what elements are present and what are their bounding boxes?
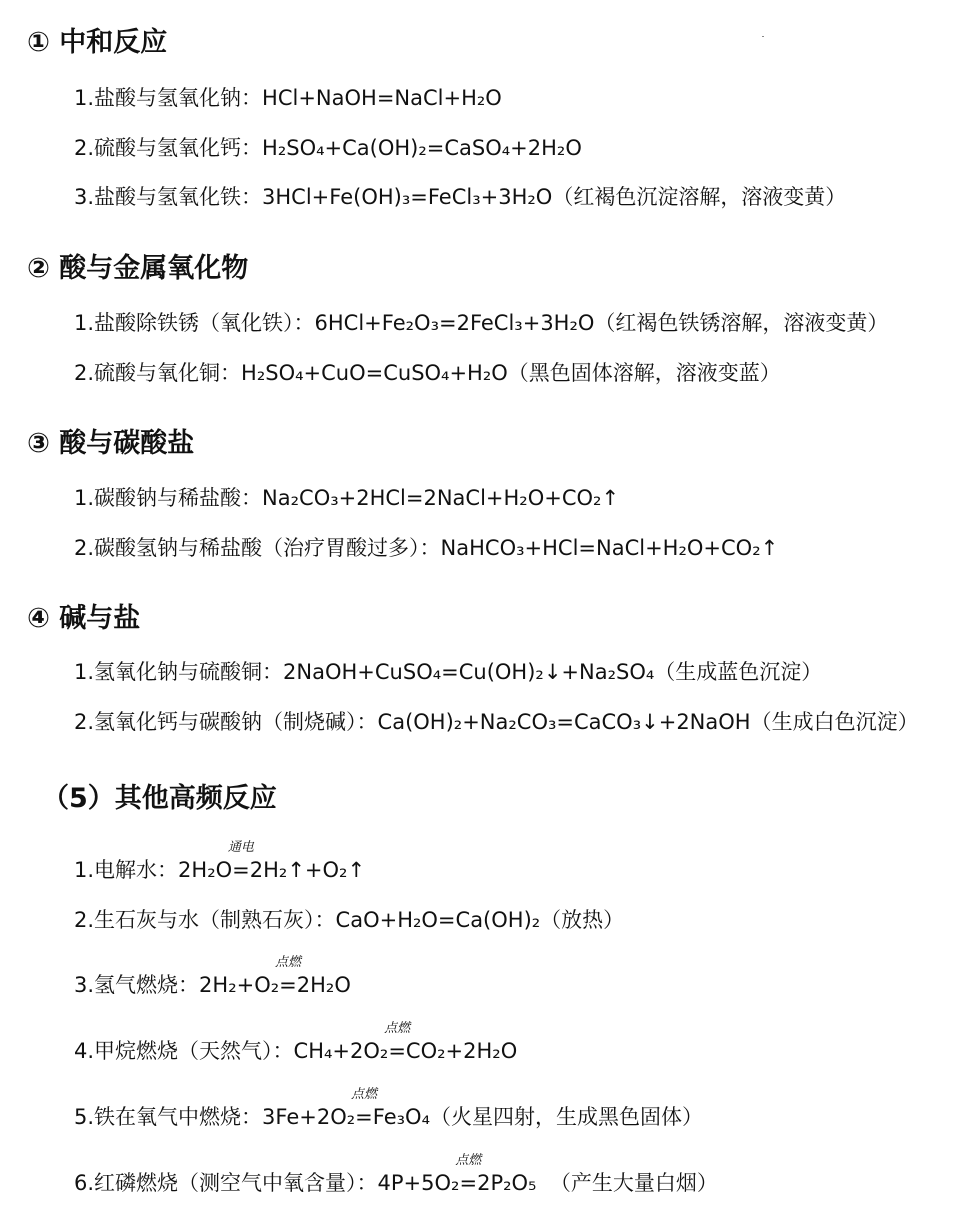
reaction-line: 2.氢氧化钙与碳酸钠（制烧碱）：Ca(OH)₂+Na₂CO₃=CaCO₃↓+2NaOH（生成白色沉淀） (74, 710, 919, 734)
section-heading-acid-metal-oxide: ② 酸与金属氧化物 (27, 253, 249, 284)
reaction-line: 2.碳酸氢钠与稀盐酸（治疗胃酸过多）：NaHCO₃+HCl=NaCl+H₂O+CO₂↑ (74, 536, 779, 560)
reaction-text: 6.红磷燃烧（测空气中氧含量）：4P+5O₂ (74, 1171, 460, 1195)
reaction-condition: 点燃 (455, 1153, 482, 1168)
reaction-products: 2H₂↑+O₂↑ (249, 858, 366, 882)
reaction-line: 1.碳酸钠与稀盐酸：Na₂CO₃+2HCl=2NaCl+H₂O+CO₂↑ (74, 486, 620, 510)
conditional-equals (384, 1021, 411, 1063)
conditional-equals (350, 1087, 377, 1129)
reaction-condition: 点燃 (384, 1021, 411, 1036)
section-heading-base-salt: ④ 碱与盐 (27, 603, 141, 634)
section-heading-neutralization: ① 中和反应 (27, 27, 168, 58)
reaction-condition: 点燃 (350, 1087, 377, 1102)
reaction-products: 2P₂O₅ （产生大量白烟） (477, 1171, 718, 1195)
section-heading-other: （5）其他高频反应 (42, 783, 277, 814)
reaction-products: 2H₂O (296, 973, 351, 997)
reaction-line: 2.生石灰与水（制熟石灰）：CaO+H₂O=Ca(OH)₂（放热） (74, 908, 625, 932)
equals-sign: = (459, 1171, 478, 1195)
equals-sign: = (355, 1105, 373, 1129)
reaction-methane-combustion (74, 1021, 518, 1063)
reaction-products: Fe₃O₄（火星四射，生成黑色固体） (372, 1105, 703, 1129)
reaction-line: 1.氢氧化钠与硫酸铜：2NaOH+CuSO₄=Cu(OH)₂↓+Na₂SO₄（生成蓝色沉淀） (74, 660, 823, 684)
reaction-line: 1.盐酸与氢氧化钠：HCl+NaOH=NaCl+H₂O (74, 86, 502, 110)
reaction-text: 4.甲烷燃烧（天然气）：CH₄+2O₂ (74, 1039, 389, 1063)
reaction-line: 1.盐酸除铁锈（氧化铁）：6HCl+Fe₂O₃=2FeCl₃+3H₂O（红褐色铁锈溶解，溶液变黄） (74, 311, 889, 335)
reaction-text: 1.电解水：2H₂O (74, 858, 233, 882)
conditional-equals (274, 955, 301, 997)
reaction-text: 3.氢气燃烧：2H₂+O₂ (74, 973, 280, 997)
reaction-line: 3.盐酸与氢氧化铁：3HCl+Fe(OH)₃=FeCl₃+3H₂O（红褐色沉淀溶解，溶液变黄） (74, 185, 847, 209)
equals-sign: = (232, 858, 250, 882)
scan-mark (762, 36, 764, 37)
reaction-condition: 点燃 (274, 955, 301, 970)
reaction-line: 2.硫酸与氢氧化钙：H₂SO₄+Ca(OH)₂=CaSO₄+2H₂O (74, 136, 582, 160)
reaction-iron-combustion (74, 1087, 703, 1129)
reaction-line: 2.硫酸与氧化铜：H₂SO₄+CuO=CuSO₄+H₂O（黑色固体溶解，溶液变蓝） (74, 361, 781, 385)
reaction-condition: 通电 (227, 840, 254, 855)
equals-sign: = (279, 973, 297, 997)
reaction-products: CO₂+2H₂O (405, 1039, 518, 1063)
conditional-equals (227, 840, 254, 882)
reaction-phosphorus-combustion (74, 1153, 718, 1195)
section-heading-acid-carbonate: ③ 酸与碳酸盐 (27, 428, 195, 459)
reaction-text: 5.铁在氧气中燃烧：3Fe+2O₂ (74, 1105, 356, 1129)
conditional-equals (455, 1153, 482, 1195)
reaction-hydrogen-combustion (74, 955, 351, 997)
reaction-electrolysis (74, 840, 366, 882)
equals-sign: = (388, 1039, 406, 1063)
